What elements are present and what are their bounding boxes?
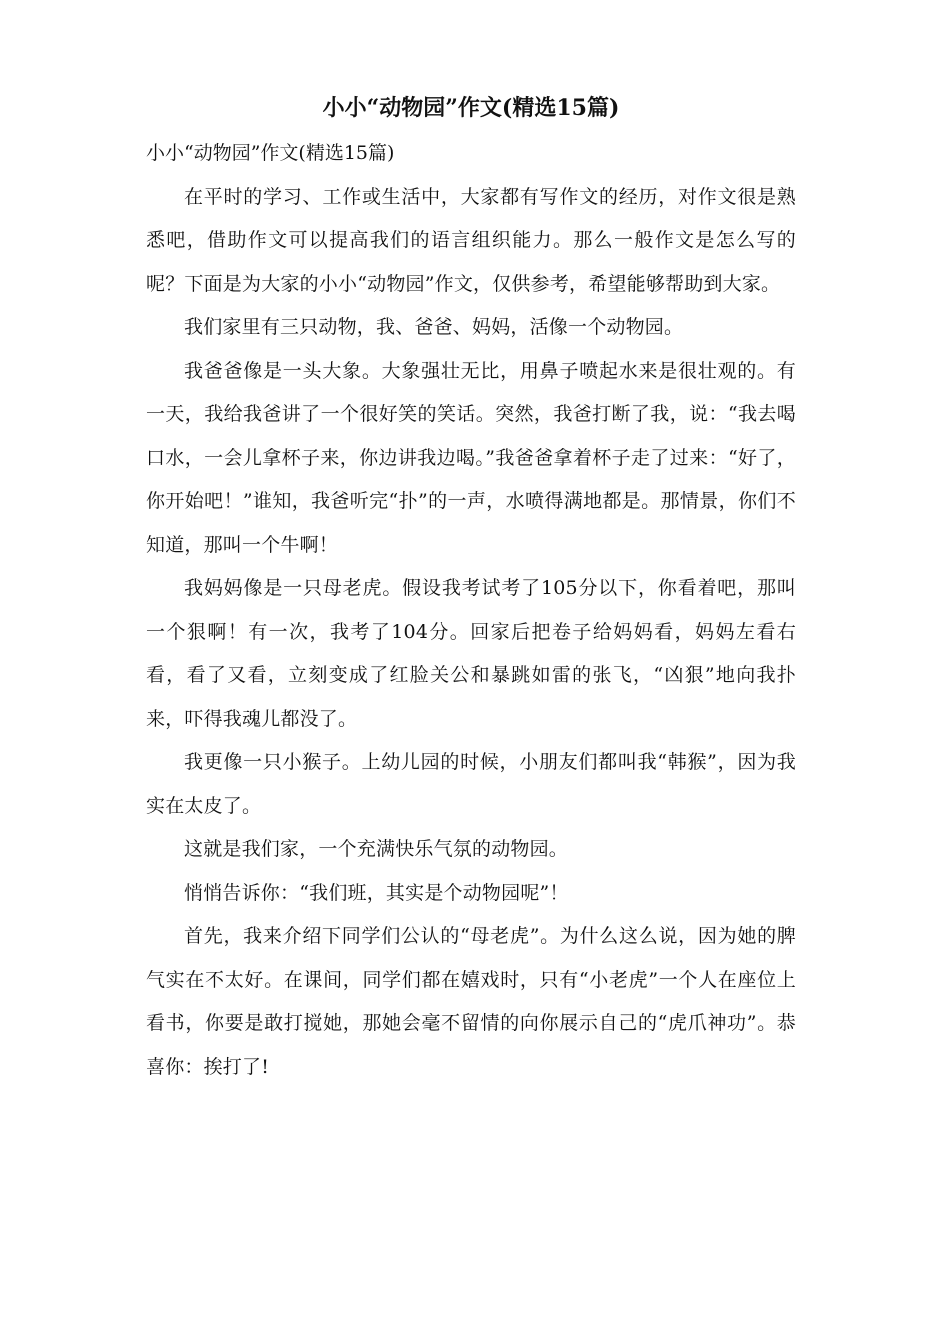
paragraph-summary: 这就是我们家，一个充满快乐气氛的动物园。 bbox=[184, 838, 569, 860]
paragraph-intro: 在平时的学习、工作或生活中，大家都有写作文的经历，对作文很是熟悉吧，借助作文可以提高我们的语言组织能力。那么一般作文是怎么写的呢？下面是为大家的小小“动物园”作文，仅供参考，希望能够帮助到大家。 bbox=[146, 185, 796, 295]
paragraph-me: 我更像一只小猴子。上幼儿园的时候，小朋友们都叫我“韩猴”，因为我实在太皮了。 bbox=[146, 751, 796, 817]
paragraph-mother: 我妈妈像是一只母老虎。假设我考试考了105分以下，你看着吧，那叫一个狠啊！有一次，我考了104分。回家后把卷子给妈妈看，妈妈左看右看，看了又看，立刻变成了红脸关公和暴跳如雷的张飞，“凶狠”地向我扑来，吓得我魂儿都没了。 bbox=[146, 577, 796, 730]
document-title: 小小“动物园”作文(精选15篇) bbox=[322, 95, 620, 121]
paragraph-secret: 悄悄告诉你：“我们班，其实是个动物园呢”！ bbox=[184, 881, 569, 904]
paragraph-tiger: 首先，我来介绍下同学们公认的“母老虎”。为什么这么说，因为她的脾气实在不太好。在课间，同学们都在嬉戏时，只有“小老虎”一个人在座位上看书，你要是敢打搅她，那她会毫不留情的向你展示自己的“虎爪神功”。恭喜你：挨打了! bbox=[146, 925, 796, 1078]
document-subtitle: 小小“动物园”作文(精选15篇) bbox=[146, 142, 395, 164]
document-page bbox=[146, 88, 796, 1089]
paragraph-family: 我们家里有三只动物，我、爸爸、妈妈，活像一个动物园。 bbox=[184, 316, 684, 338]
paragraph-father: 我爸爸像是一头大象。大象强壮无比，用鼻子喷起水来是很壮观的。有一天，我给我爸讲了一个很好笑的笑话。突然，我爸打断了我，说：“我去喝口水，一会儿拿杯子来，你边讲我边喝。”我爸爸拿着杯子走了过来：“好了，你开始吧！”谁知，我爸听完“扑”的一声，水喷得满地都是。那情景，你们不知道，那叫一个牛啊！ bbox=[146, 359, 796, 556]
